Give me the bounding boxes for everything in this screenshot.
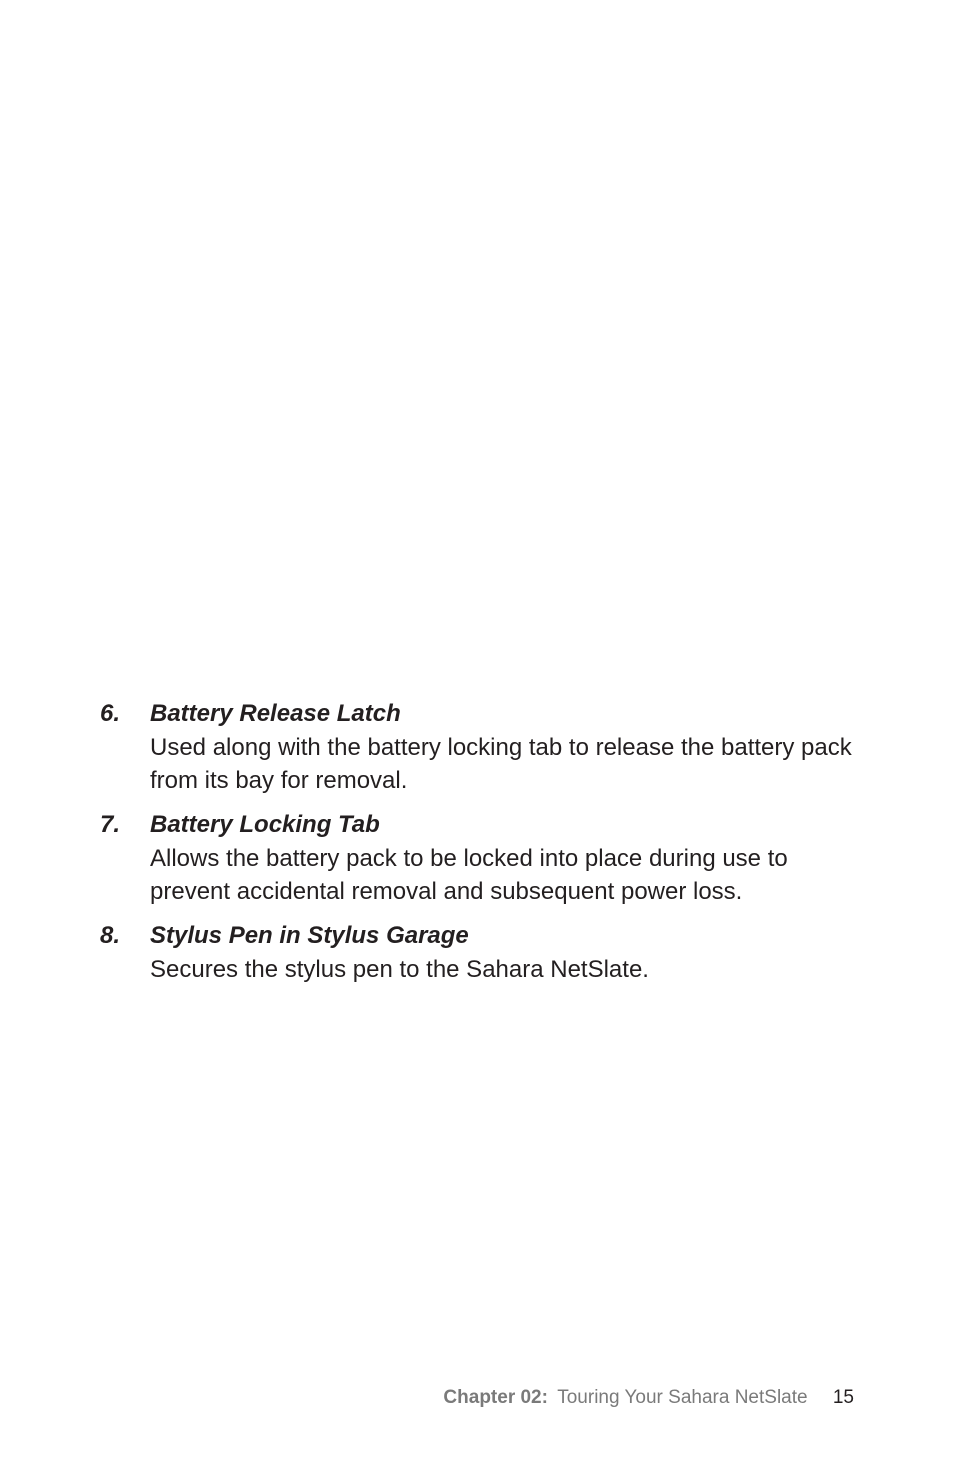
list-item: [100, 808, 870, 908]
item-content: [150, 697, 870, 797]
item-title: Battery Locking Tab: [150, 811, 380, 838]
list-item: [100, 697, 870, 797]
item-title: Battery Release Latch: [150, 700, 401, 727]
item-description: Used along with the battery locking tab to release the battery pack from its bay for removal.: [150, 734, 852, 794]
item-title: Stylus Pen in Stylus Garage: [150, 922, 469, 949]
item-number: 7.: [100, 811, 121, 838]
page-number: 15: [832, 1387, 854, 1408]
numbered-list: [100, 697, 870, 997]
chapter-title: Touring Your Sahara NetSlate: [557, 1387, 808, 1408]
item-number: 8.: [100, 922, 121, 949]
page-footer: [443, 1383, 854, 1413]
list-item: [100, 919, 870, 986]
item-number: 6.: [100, 700, 121, 727]
item-description: Allows the battery pack to be locked into place during use to prevent accidental removal and subsequent power loss.: [150, 845, 788, 905]
chapter-label: Chapter 02:: [443, 1387, 548, 1408]
item-content: [150, 808, 870, 908]
item-content: [150, 919, 870, 986]
item-description: Secures the stylus pen to the Sahara NetSlate.: [150, 956, 649, 983]
